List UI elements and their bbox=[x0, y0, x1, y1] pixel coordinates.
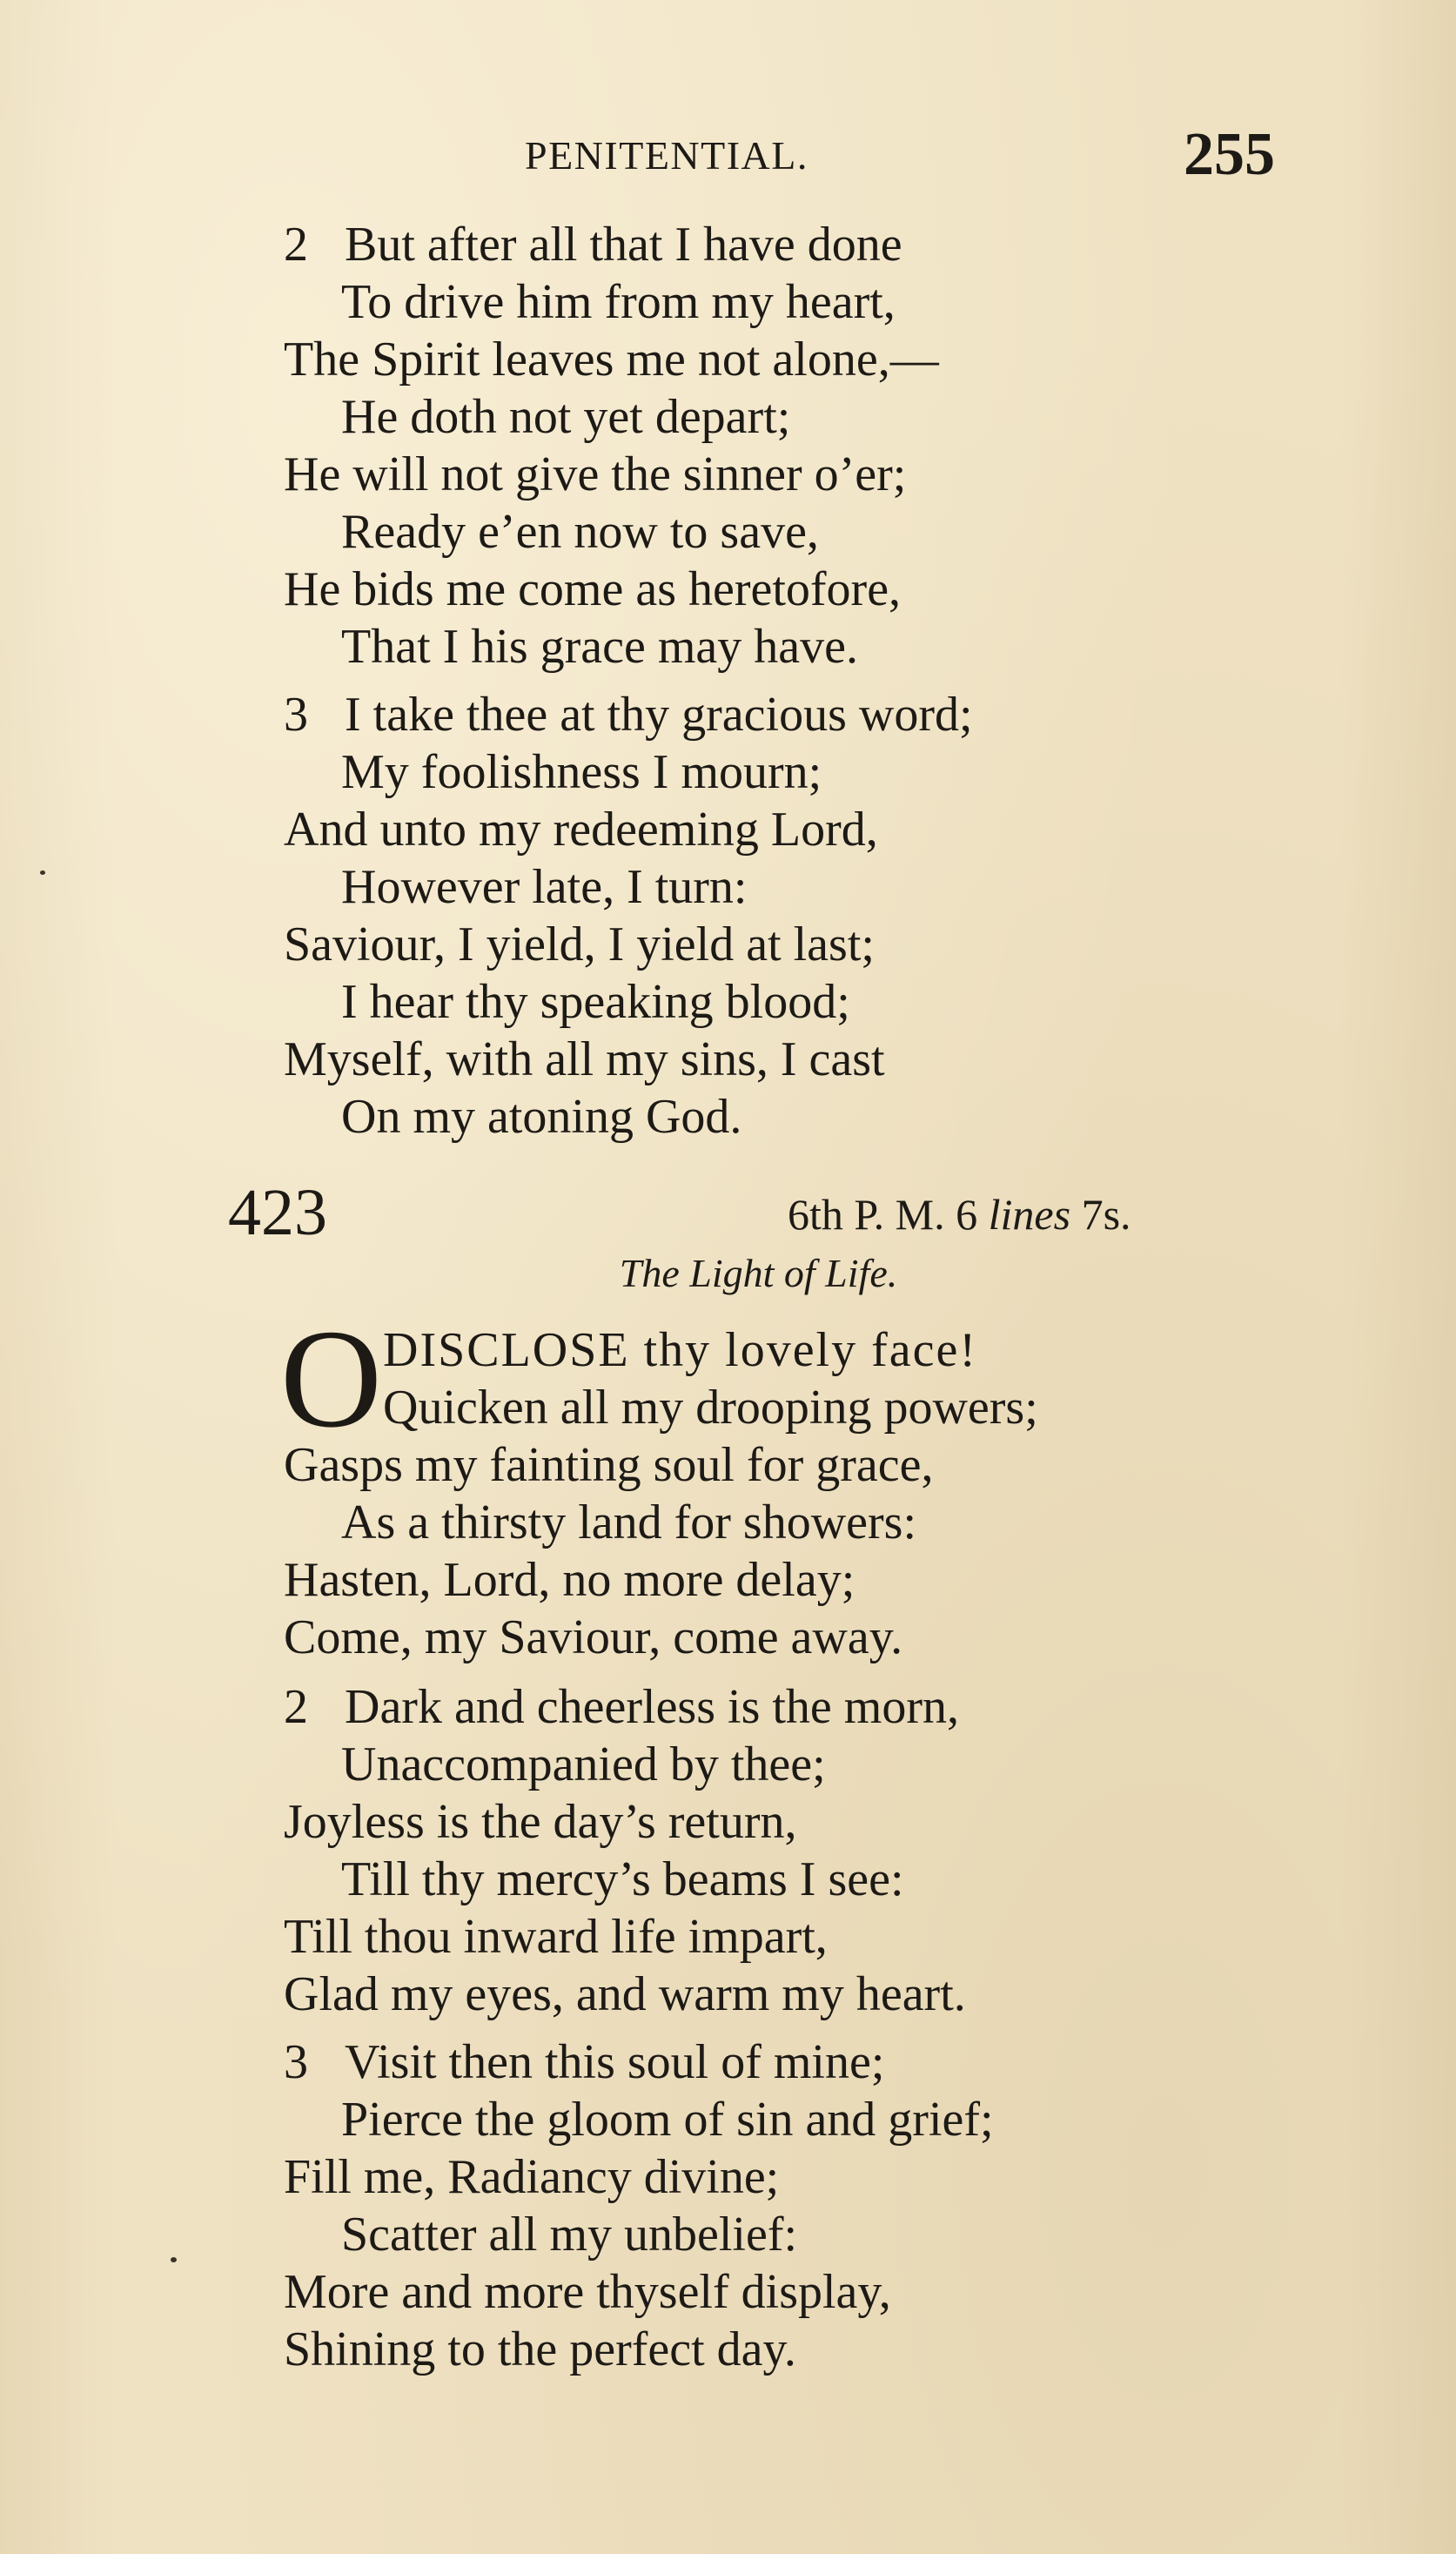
verse-number: 3 bbox=[284, 688, 308, 742]
verse-line: As a thirsty land for showers: bbox=[341, 1495, 917, 1549]
hymn-number: 423 bbox=[228, 1176, 327, 1249]
verse-line: I hear thy speaking blood; bbox=[341, 975, 850, 1029]
running-title: PENITENTIAL. bbox=[525, 133, 809, 178]
verse-line: Till thy mercy’s beams I see: bbox=[341, 1852, 904, 1906]
verse-line: Saviour, I yield, I yield at last; bbox=[284, 917, 875, 971]
verse-line: I take thee at thy gracious word; bbox=[345, 688, 973, 742]
verse-line: Visit then this soul of mine; bbox=[345, 2035, 885, 2089]
verse-line: To drive him from my heart, bbox=[341, 275, 896, 329]
paper-speck bbox=[171, 2257, 177, 2262]
verse-line: Come, my Saviour, come away. bbox=[284, 1610, 903, 1664]
running-head bbox=[0, 120, 1456, 190]
verse-line: That I his grace may have. bbox=[341, 620, 858, 674]
hymn-meter bbox=[788, 1189, 1131, 1240]
verse-line: Quicken all my drooping powers; bbox=[383, 1381, 1038, 1435]
verse-line: And unto my redeeming Lord, bbox=[284, 803, 878, 857]
verse-line: The Spirit leaves me not alone,— bbox=[284, 333, 939, 386]
verse-line: Unaccompanied by thee; bbox=[341, 1737, 826, 1791]
verse-line: DISCLOSE thy lovely face! bbox=[383, 1323, 977, 1377]
verse-line: Pierce the gloom of sin and grief; bbox=[341, 2093, 994, 2147]
verse-line: He bids me come as heretofore, bbox=[284, 562, 902, 616]
verse-line: Dark and cheerless is the morn, bbox=[345, 1680, 959, 1734]
meter-suffix: 7s. bbox=[1081, 1190, 1131, 1239]
verse-line: Scatter all my unbelief: bbox=[341, 2208, 798, 2262]
verse-line: Fill me, Radiancy divine; bbox=[284, 2150, 780, 2204]
verse-number: 3 bbox=[284, 2035, 308, 2089]
hymn-title: The Light of Life. bbox=[619, 1251, 898, 1295]
meter-italic: lines bbox=[988, 1190, 1071, 1239]
verse-line: Ready e’en now to save, bbox=[341, 505, 819, 559]
verse-number: 2 bbox=[284, 218, 308, 272]
verse-line: Till thou inward life impart, bbox=[284, 1910, 828, 1964]
verse-line: He will not give the sinner o’er; bbox=[284, 447, 907, 501]
verse-line: More and more thyself display, bbox=[284, 2265, 891, 2319]
verse-line: Hasten, Lord, no more delay; bbox=[284, 1553, 855, 1607]
verse-number: 2 bbox=[284, 1680, 308, 1734]
verse-line: However late, I turn: bbox=[341, 860, 748, 914]
drop-cap: O bbox=[280, 1301, 382, 1457]
page-number: 255 bbox=[1184, 121, 1275, 188]
meter-prefix: 6th P. M. 6 bbox=[788, 1190, 978, 1239]
verse-line: On my atoning God. bbox=[341, 1090, 742, 1144]
verse-line: Joyless is the day’s return, bbox=[284, 1795, 797, 1849]
verse-line: Shining to the perfect day. bbox=[284, 2322, 796, 2376]
paper-speck bbox=[40, 870, 45, 875]
verse-line: Myself, with all my sins, I cast bbox=[284, 1032, 885, 1086]
verse-line: He doth not yet depart; bbox=[341, 390, 791, 444]
verse-line: Gasps my fainting soul for grace, bbox=[284, 1438, 934, 1492]
verse-line: But after all that I have done bbox=[345, 218, 902, 272]
verse-line: My foolishness I mourn; bbox=[341, 745, 822, 799]
verse-line: Glad my eyes, and warm my heart. bbox=[284, 1967, 966, 2021]
